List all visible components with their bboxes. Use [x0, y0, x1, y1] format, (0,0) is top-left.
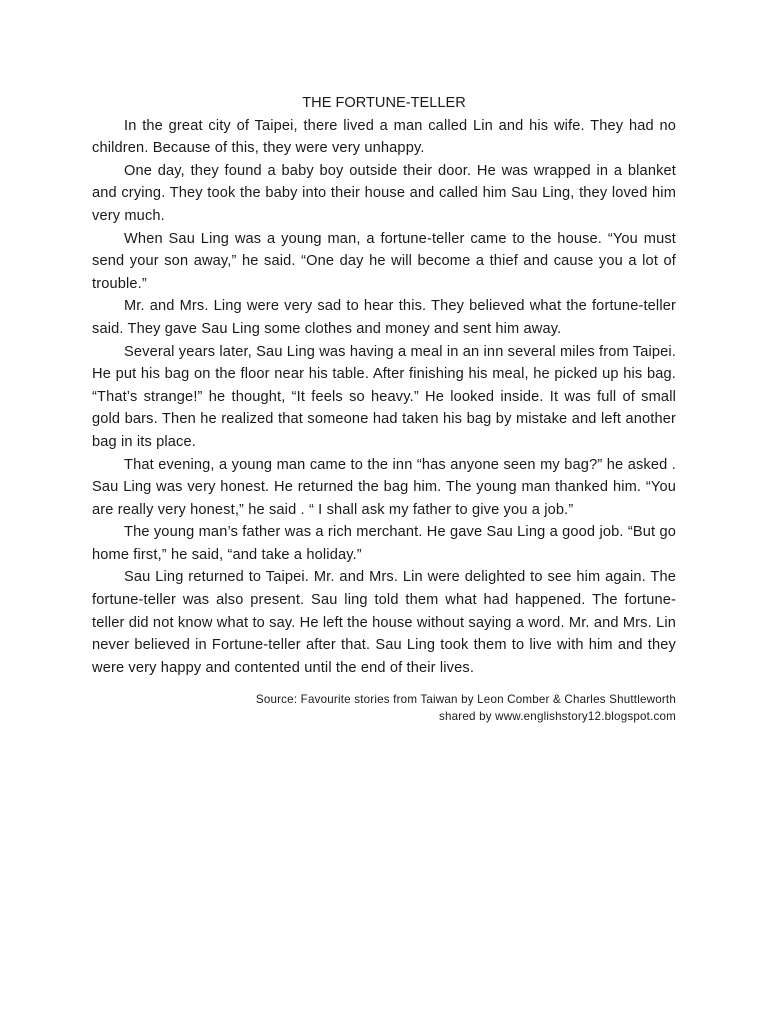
document-page	[92, 92, 676, 725]
story-paragraph-6: That evening, a young man came to the inn “has anyone seen my bag?” he asked . Sau Ling was very honest. He returned the bag him. The young man thanked him. “You are really very honest,” he said . “ I shall ask my father to give you a job.”	[92, 456, 676, 518]
story-paragraph-7: The young man’s father was a rich merchant. He gave Sau Ling a good job. “But go home first,” he said, “and take a holiday.”	[92, 524, 676, 563]
shared-by-line: shared by www.englishstory12.blogspot.com	[439, 710, 676, 724]
story-paragraph-1: In the great city of Taipei, there lived a man called Lin and his wife. They had no children. Because of this, they were very unhappy.	[92, 117, 676, 157]
story-paragraph-5: Several years later, Sau Ling was having a meal in an inn several miles from Taipei. He put his bag on the floor near his table. After finishing his meal, he picked up his bag. “That’s strange!” he thought, “It feels so heavy.” He looked inside. It was full of small gold bars. Then he realized that someone had taken his bag by mistake and left another bag in its place.	[92, 343, 676, 450]
source-attribution	[92, 691, 676, 725]
story-paragraph-2: One day, they found a baby boy outside their door. He was wrapped in a blanket and crying. They took the baby into their house and called him Sau Ling, they loved him very much.	[92, 162, 676, 224]
story-title: THE FORTUNE-TELLER	[302, 95, 466, 111]
source-line: Source: Favourite stories from Taiwan by Leon Comber & Charles Shuttleworth	[255, 693, 676, 707]
story-paragraph-3: When Sau Ling was a young man, a fortune-teller came to the house. “You must send your son away,” he said. “One day he will become a thief and cause you a lot of trouble.”	[92, 230, 676, 292]
story-paragraph-8: Sau Ling returned to Taipei. Mr. and Mrs. Lin were delighted to see him again. The fortune-teller was also present. Sau ling told them what had happened. The fortune-teller did not know what to say. He left the house without saying a word. Mr. and Mrs. Lin never believed in Fortune-teller after that. Sau Ling took them to live with him and they were very happy and contented until the end of their lives.	[92, 569, 676, 676]
story-paragraph-4: Mr. and Mrs. Ling were very sad to hear this. They believed what the fortune-teller said. They gave Sau Ling some clothes and money and sent him away.	[92, 298, 676, 337]
